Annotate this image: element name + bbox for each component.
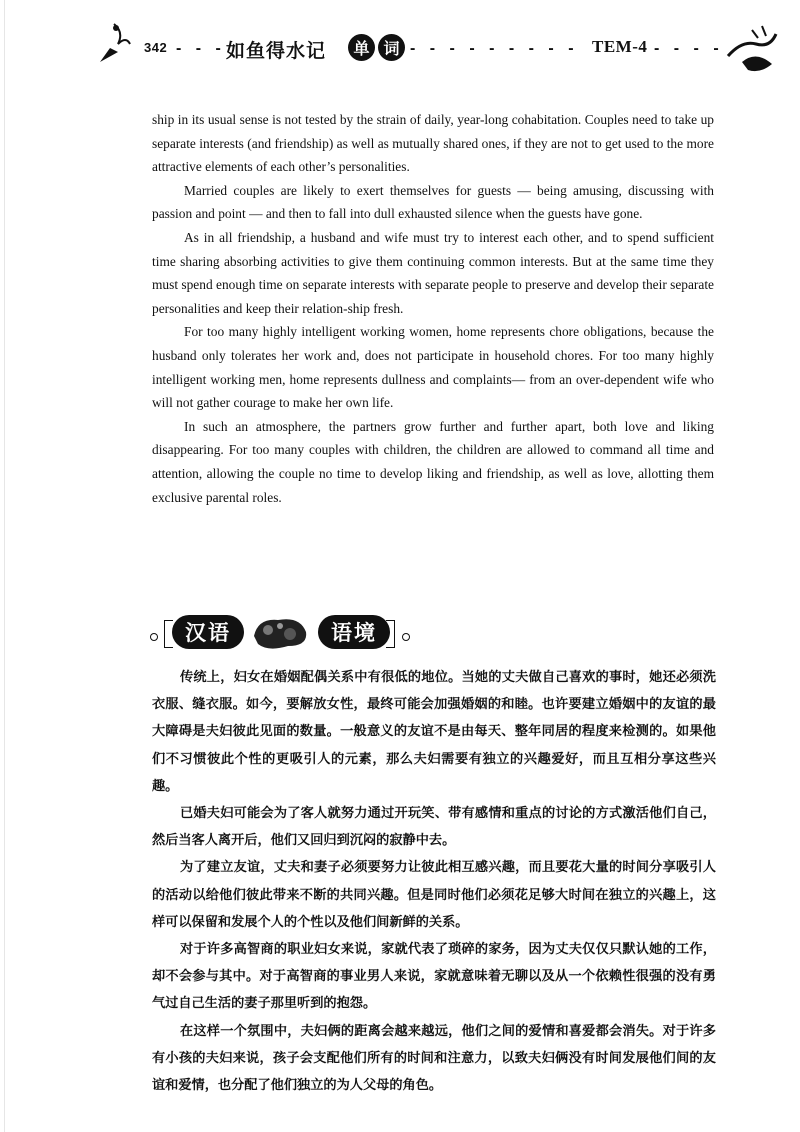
chinese-paragraph: 已婚夫妇可能会为了客人就努力通过开玩笑、带有感情和重点的讨论的方式激活他们自己，然后当客人离开后，他们又回归到沉闷的寂静中去。 <box>152 806 716 849</box>
title-badges <box>348 34 405 61</box>
binding-edge <box>4 0 5 1132</box>
badge-dan: 单 <box>348 34 375 61</box>
english-paragraph: In such an atmosphere, the partners grow further and further apart, both love and liking disappearing. For too many couples with children, the children are allowed to command all time and attention, allowing the couple no time to develop liking and friendship, as well as love, allotting them exclusive parental roles. <box>152 418 714 505</box>
banner-circle-left-icon <box>150 633 158 641</box>
section-label-chinese: 汉语 <box>172 615 244 649</box>
section-banner <box>150 612 450 656</box>
page-header <box>118 34 768 74</box>
ink-splash-icon <box>248 612 312 652</box>
chinese-paragraph: 为了建立友谊，丈夫和妻子必须要努力让彼此相互感兴趣，而且要花大量的时间分享吸引人的活动以给他们彼此带来不断的共同兴趣。但是同时他们必须花足够大时间在独立的兴趣上，这样可以保留和发展个人的个性以及他们间新鲜的关系。 <box>152 860 716 930</box>
header-dashes-left: - - - <box>176 40 226 57</box>
chinese-paragraph: 传统上，妇女在婚姻配偶关系中有很低的地位。当她的丈夫做自己喜欢的事时，她还必须洗衣服、缝衣服。如今，要解放女性，最终可能会加强婚姻的和睦。也许要建立婚姻中的友谊的最大障碍是夫妇彼此见面的数量。一般意义的友谊不是由每天、整年同居的程度来检测的。如果他们不习惯彼此个性的更吸引人的元素，那么夫妇需要有独立的兴趣爱好，而且互相分享这些兴趣。 <box>152 670 716 794</box>
header-dashes-right: - - - - <box>654 40 724 57</box>
chinese-paragraph: 对于许多高智商的职业妇女来说，家就代表了琐碎的家务，因为丈夫仅仅只默认她的工作，却不会参与其中。对于高智商的事业男人来说，家就意味着无聊以及从一个依赖性很强的没有勇气过自己生活的妻子那里听到的抱怨。 <box>152 942 716 1012</box>
banner-circle-right-icon <box>402 633 410 641</box>
book-title: 如鱼得水记 <box>226 40 327 62</box>
english-paragraph: ship in its usual sense is not tested by the strain of daily, year-long cohabitation. Couples need to take up separate interests (and friendship) as well as mutually shared ones, if they are not to get used to the more attractive elements of each other’s personalities. <box>152 112 714 175</box>
exam-label: TEM-4 <box>592 37 648 56</box>
header-dashes-mid: - - - - - - - - - <box>410 40 579 57</box>
section-label-context: 语境 <box>318 615 390 649</box>
page-number: 342 <box>144 40 168 55</box>
badge-ci: 词 <box>378 34 405 61</box>
chinese-paragraph: 在这样一个氛围中，夫妇俩的距离会越来越远，他们之间的爱情和喜爱都会消失。对于许多有小孩的夫妇来说，孩子会支配他们所有的时间和注意力，以致夫妇俩没有时间发展他们间的友谊和爱情，也分配了他们独立的为人父母的角色。 <box>152 1023 716 1094</box>
english-passage <box>152 108 714 509</box>
english-paragraph: As in all friendship, a husband and wife must try to interest each other, and to spend sufficient time sharing absorbing activities to give them continuing common interests. But at the same time they must spend enough time on separate interests with separate people to preserve and develop their separate personalities and keep their relation-ship fresh. <box>152 229 714 316</box>
chinese-passage <box>152 664 716 1099</box>
banner-bracket-right <box>386 620 395 648</box>
english-paragraph: Married couples are likely to exert themselves for guests — being amusing, discussing with passion and point — and then to fall into dull exhausted silence when the guests have gone. <box>152 182 714 222</box>
english-paragraph: For too many highly intelligent working women, home represents chore obligations, because the husband only tolerates her work and, does not participate in household chores. For too many highly intelligent working men, home represents dullness and complaints— from an over-dependent wife who will not gather courage to make her own life. <box>152 324 714 411</box>
